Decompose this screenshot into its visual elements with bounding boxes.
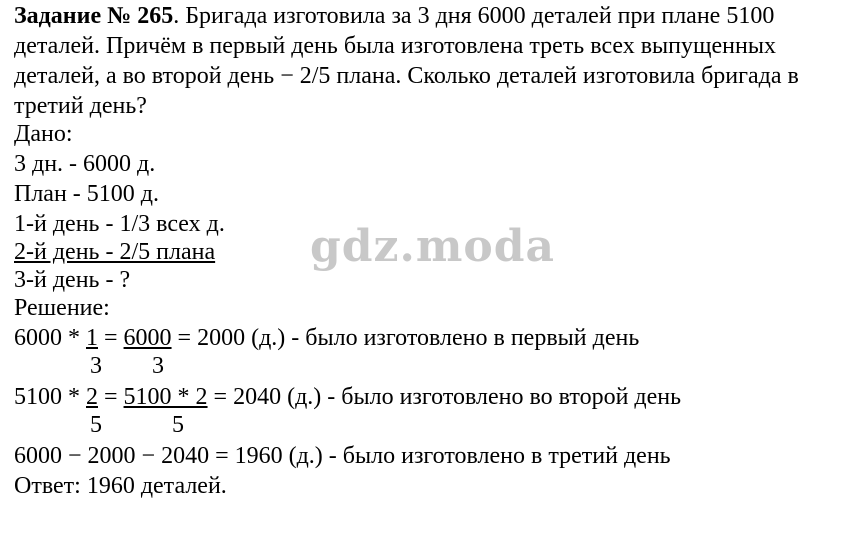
given-heading: Дано:: [14, 121, 73, 147]
task-line-3: деталей, а во второй день − 2/5 плана. Сколько деталей изготовила бригада в: [14, 63, 799, 89]
answer: Ответ: 1960 деталей.: [14, 473, 227, 499]
step2-factor: 5100 *: [14, 384, 86, 410]
step2-fraction-numerator: 2: [86, 384, 98, 410]
given-item: 3 дн. - 6000 д.: [14, 151, 156, 177]
solution-step-3: 6000 − 2000 − 2040 = 1960 (д.) - было изготовлено в третий день: [14, 443, 671, 469]
step1-factor: 6000 *: [14, 325, 86, 351]
given-item-underlined: 2-й день - 2/5 плана: [14, 239, 216, 265]
given-item: 3-й день - ?: [14, 267, 131, 293]
task-line-2: деталей. Причём в первый день была изготовлена треть всех выпущенных: [14, 33, 776, 59]
step2-fraction2-numerator: 5100 * 2: [123, 384, 208, 410]
watermark-logo: gdz.moda: [310, 221, 556, 272]
task-text-1: . Бригада изготовила за 3 дня 6000 деталей при плане 5100: [173, 3, 775, 29]
task-title: Задание № 265: [14, 3, 174, 29]
step1-fraction2-denominator: 3: [152, 353, 164, 379]
step2-equals: =: [98, 384, 124, 410]
solution-step-1: [14, 324, 639, 352]
step2-fraction2-denominator: 5: [172, 412, 184, 438]
given-item: План - 5100 д.: [14, 181, 160, 207]
step2-fraction-denominator: 5: [90, 412, 102, 438]
step2-result: = 2040 (д.) - было изготовлено во второй день: [207, 384, 682, 410]
task-line-1: [14, 2, 774, 30]
task-line-4: третий день?: [14, 93, 147, 119]
step1-fraction-denominator: 3: [90, 353, 102, 379]
step1-result: = 2000 (д.) - было изготовлено в первый день: [171, 325, 640, 351]
solution-heading: Решение:: [14, 295, 110, 321]
step1-fraction2-numerator: 6000: [123, 325, 172, 351]
solution-step-2: [14, 383, 681, 411]
step1-equals: =: [98, 325, 124, 351]
step1-fraction-numerator: 1: [86, 325, 98, 351]
given-item: 1-й день - 1/3 всех д.: [14, 211, 225, 237]
